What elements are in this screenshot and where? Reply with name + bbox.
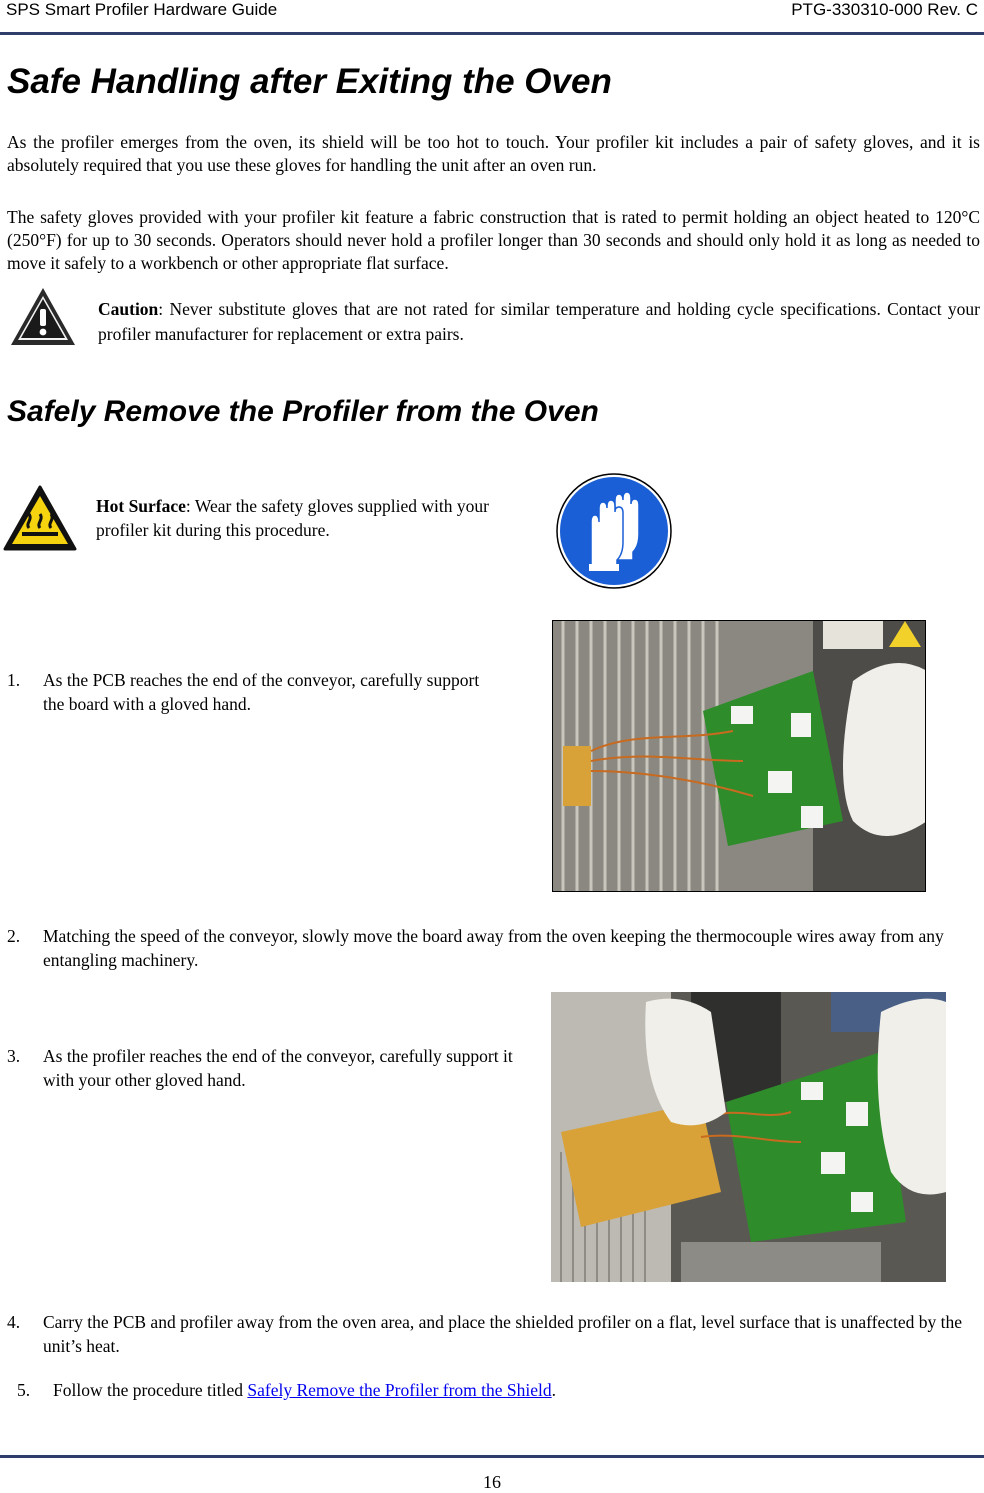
caution-label: Caution: [98, 299, 159, 319]
footer-rule: [0, 1455, 984, 1458]
step-number: 1.: [7, 670, 21, 690]
step-text: As the PCB reaches the end of the conveyor, carefully support the board with a gloved hand.: [43, 670, 480, 714]
section-title-safe-handling: Safe Handling after Exiting the Oven: [7, 62, 612, 101]
step-text: Matching the speed of the conveyor, slowly move the board away from the oven keeping the thermocouple wires away from any entangling machinery.: [43, 926, 944, 970]
step-text-before-link: Follow the procedure titled: [53, 1380, 248, 1400]
caution-body: : Never substitute gloves that are not rated for similar temperature and holding cycle specifications. Contact your profiler manufacturer for replacement or extra pairs.: [98, 299, 980, 344]
page-number: 16: [483, 1472, 501, 1492]
step-number: 3.: [7, 1046, 21, 1066]
hot-surface-label: Hot Surface: [96, 496, 186, 516]
warning-triangle-icon: [8, 285, 78, 349]
caution-note: [98, 297, 980, 347]
step-text: Carry the PCB and profiler away from the oven area, and place the shielded profiler on a flat, level surface that is unaffected by the unit’s heat.: [43, 1312, 963, 1356]
step-text-after-link: .: [551, 1380, 557, 1400]
hot-surface-note: [96, 494, 536, 542]
header-rule: [0, 32, 984, 35]
hot-surface-icon: [2, 484, 78, 552]
step-text: [53, 1378, 973, 1402]
photo-pcb-on-conveyor: [552, 620, 926, 892]
paragraph-intro: As the profiler emerges from the oven, its shield will be too hot to touch. Your profiler kit includes a pair of safety gloves, and it is absolutely required that you use these gloves for handling the unit after an oven run.: [7, 132, 980, 175]
step-number: 5.: [17, 1380, 31, 1400]
step-number: 2.: [7, 926, 21, 946]
paragraph-glove-rating: The safety gloves provided with your profiler kit feature a fabric construction that is rated to permit holding an object heated to 120°C (250°F) for up to 30 seconds. Operators should never hold a profiler longer than 30 seconds and should only hold it as long as needed to move it safely to a workbench or other appropriate flat surface.: [7, 207, 980, 273]
running-header-docnum: PTG-330310-000 Rev. C: [791, 0, 978, 19]
photo-profiler-both-hands: [551, 992, 946, 1282]
link-remove-profiler-from-shield[interactable]: Safely Remove the Profiler from the Shield: [247, 1380, 552, 1400]
hot-surface-body: : Wear the safety gloves supplied with your profiler kit during this procedure.: [96, 496, 489, 540]
section-title-remove-profiler: Safely Remove the Profiler from the Oven: [7, 395, 599, 428]
running-header-title: SPS Smart Profiler Hardware Guide: [6, 0, 278, 19]
wear-gloves-icon: [555, 472, 673, 590]
step-number: 4.: [7, 1312, 21, 1332]
step-text: As the profiler reaches the end of the conveyor, carefully support it with your other gloved hand.: [43, 1046, 513, 1090]
